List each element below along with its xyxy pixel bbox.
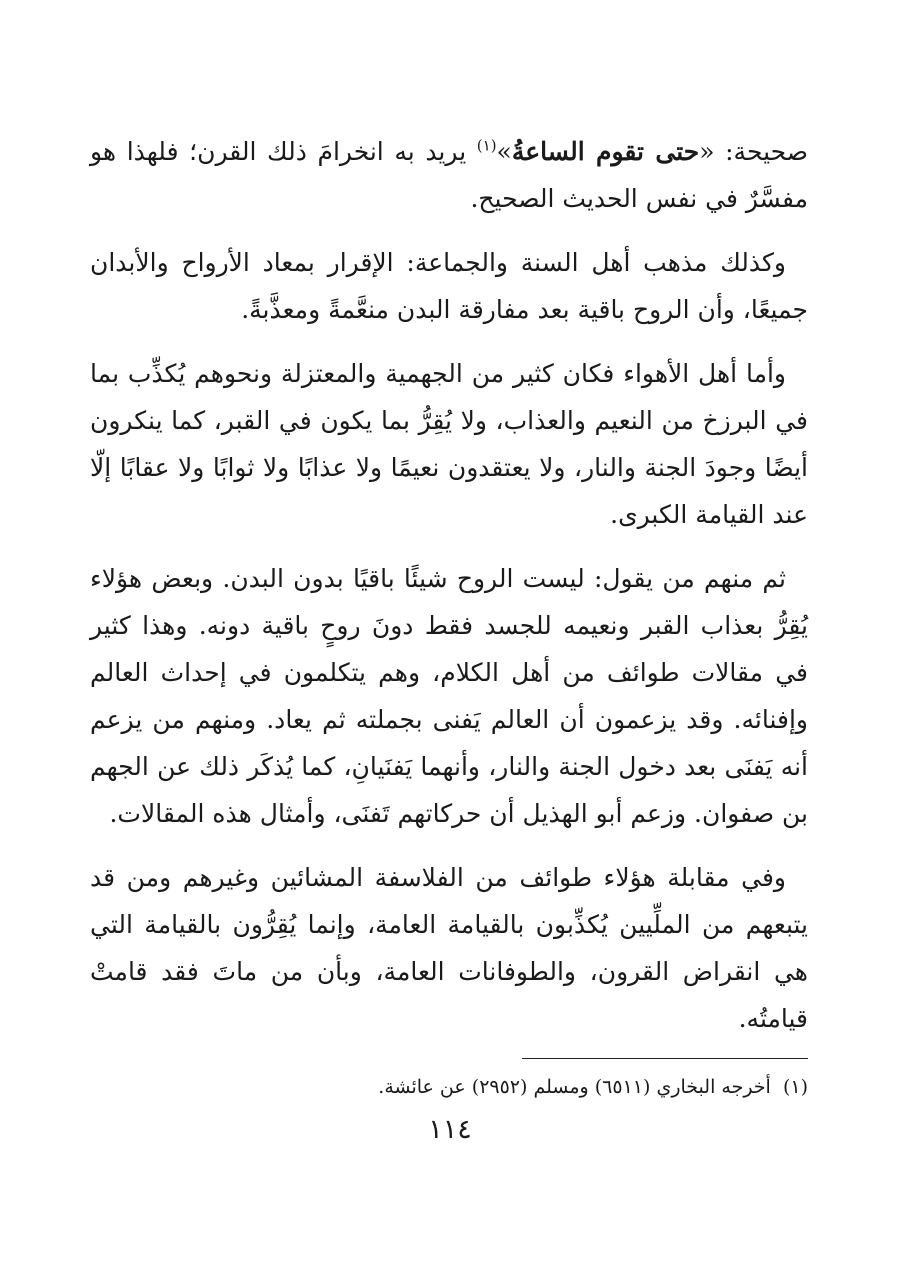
paragraph-5: وفي مقابلة هؤلاء طوائف من الفلاسفة المشائين وغيرهم ومن قد يتبعهم من الملِّيين يُكذِّبون بالقيامة العامة، وإنما يُقِرُّون بالقيامة التي هي انقراض القرون، والطوفانات العامة، وبأن من ماتَ فقد قامتْ قيامتُه. xyxy=(90,863,808,1033)
footnote-reference: (١) xyxy=(476,136,497,155)
footnote-text: أخرجه البخاري (٦٥١١) ومسلم (٢٩٥٢) عن عائشة. xyxy=(378,1076,771,1098)
main-text xyxy=(90,128,808,1059)
paragraph-1 xyxy=(90,128,808,222)
footnote xyxy=(90,1072,808,1102)
p1-rest: يريد به انخرامَ ذلك القرن؛ فلهذا هو مفسَّرٌ في نفس الحديث الصحيح. xyxy=(90,137,808,213)
p1-prefix: صحيحة: « xyxy=(699,137,808,166)
footnote-divider xyxy=(522,1058,808,1059)
paragraph-4: ثم منهم من يقول: ليست الروح شيئًا باقيًا بدون البدن. وبعض هؤلاء يُقِرُّ بعذاب القبر ونعيمه للجسد فقط دونَ روحٍ باقية دونه. وهذا كثير في مقالات طوائف من أهل الكلام، وهم يتكلمون في إحداث العالم وإفنائه. وقد يزعمون أن العالم يَفنى بجملته ثم يعاد. ومنهم من يزعم أنه يَفنَى بعد دخول الجنة والنار، وأنهما يَفنَيانِ، كما يُذكَر ذلك عن الجهم بن صفوان. وزعم أبو الهذيل أن حركاتهم تَفنَى، وأمثال هذه المقالات. xyxy=(90,564,808,828)
paragraph-3: وأما أهل الأهواء فكان كثير من الجهمية والمعتزلة ونحوهم يُكذِّب بما في البرزخ من النعيم والعذاب، ولا يُقِرُّ بما يكون في القبر، كما ينكرون أيضًا وجودَ الجنة والنار، ولا يعتقدون نعيمًا ولا عذابًا ولا ثوابًا ولا عقابًا إلّا عند القيامة الكبرى. xyxy=(90,359,808,529)
footnote-marker: (١) xyxy=(782,1076,808,1098)
p1-quote-close: » xyxy=(496,137,512,166)
hadith-quote: حتى تقوم الساعةُ xyxy=(511,137,700,166)
paragraph-2: وكذلك مذهب أهل السنة والجماعة: الإقرار بمعاد الأرواح والأبدان جميعًا، وأن الروح باقية بعد مفارقة البدن منعَّمةً ومعذَّبةً. xyxy=(90,248,808,324)
page-number: ١١٤ xyxy=(428,1114,472,1145)
